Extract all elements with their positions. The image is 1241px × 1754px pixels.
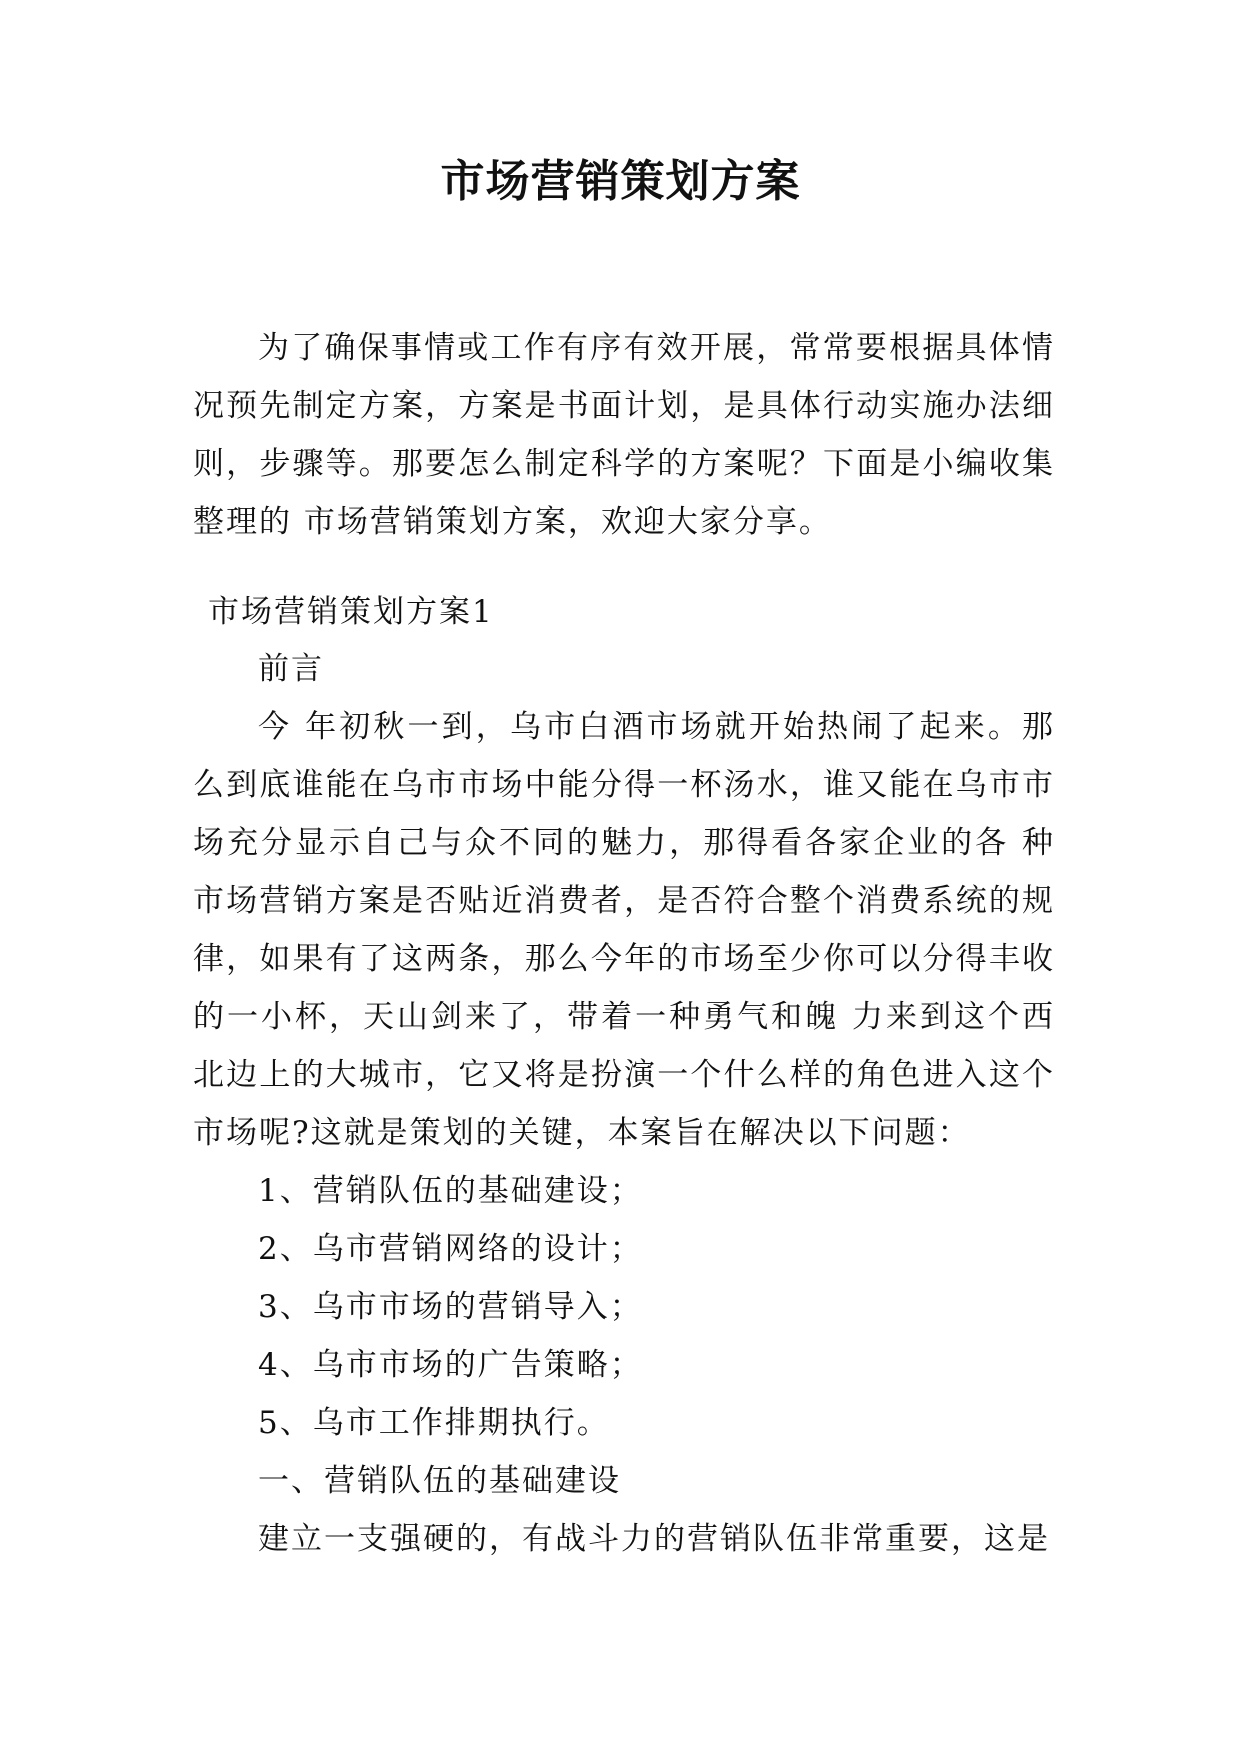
list-item: 1、营销队伍的基础建设； <box>258 1173 643 1209</box>
body-text <box>193 640 1055 1568</box>
section-heading: 市场营销策划方案1 <box>208 594 494 630</box>
subsection-heading: 一、营销队伍的基础建设 <box>258 1463 621 1499</box>
list-item: 4、乌市市场的广告策略； <box>258 1347 643 1383</box>
body-paragraph: 建立一支强硬的，有战斗力的营销队伍非常重要，这是 <box>258 1521 1050 1557</box>
intro-paragraph: 为了确保事情或工作有序有效开展，常常要根据具体情况预先制定方案，方案是书面计划，是具体行动实施办法细则，步骤等。那要怎么制定科学的方案呢？下面是小编收集整理的 市场营销策划方案，欢迎大家分享。 <box>193 330 1055 540</box>
preface-heading: 前言 <box>258 651 324 687</box>
document-title: 市场营销策划方案 <box>440 156 801 207</box>
list-item: 3、乌市市场的营销导入； <box>258 1289 643 1325</box>
body-paragraph: 今 年初秋一到，乌市白酒市场就开始热闹了起来。那么到底谁能在乌市市场中能分得一杯汤水，谁又能在乌市市场充分显示自己与众不同的魅力，那得看各家企业的各 种市场营销方案是否贴近消费者，是否符合整个消费系统的规律，如果有了这两条，那么今年的市场至少你可以分得丰收的一小杯，天山剑来了，带着一种勇气和魄 力来到这个西北边上的大城市，它又将是扮演一个什么样的角色进入这个市场呢?这就是策划的关键，本案旨在解决以下问题： <box>193 709 1055 1151</box>
list-item: 5、乌市工作排期执行。 <box>258 1405 610 1441</box>
list-item: 2、乌市营销网络的设计； <box>258 1231 643 1267</box>
